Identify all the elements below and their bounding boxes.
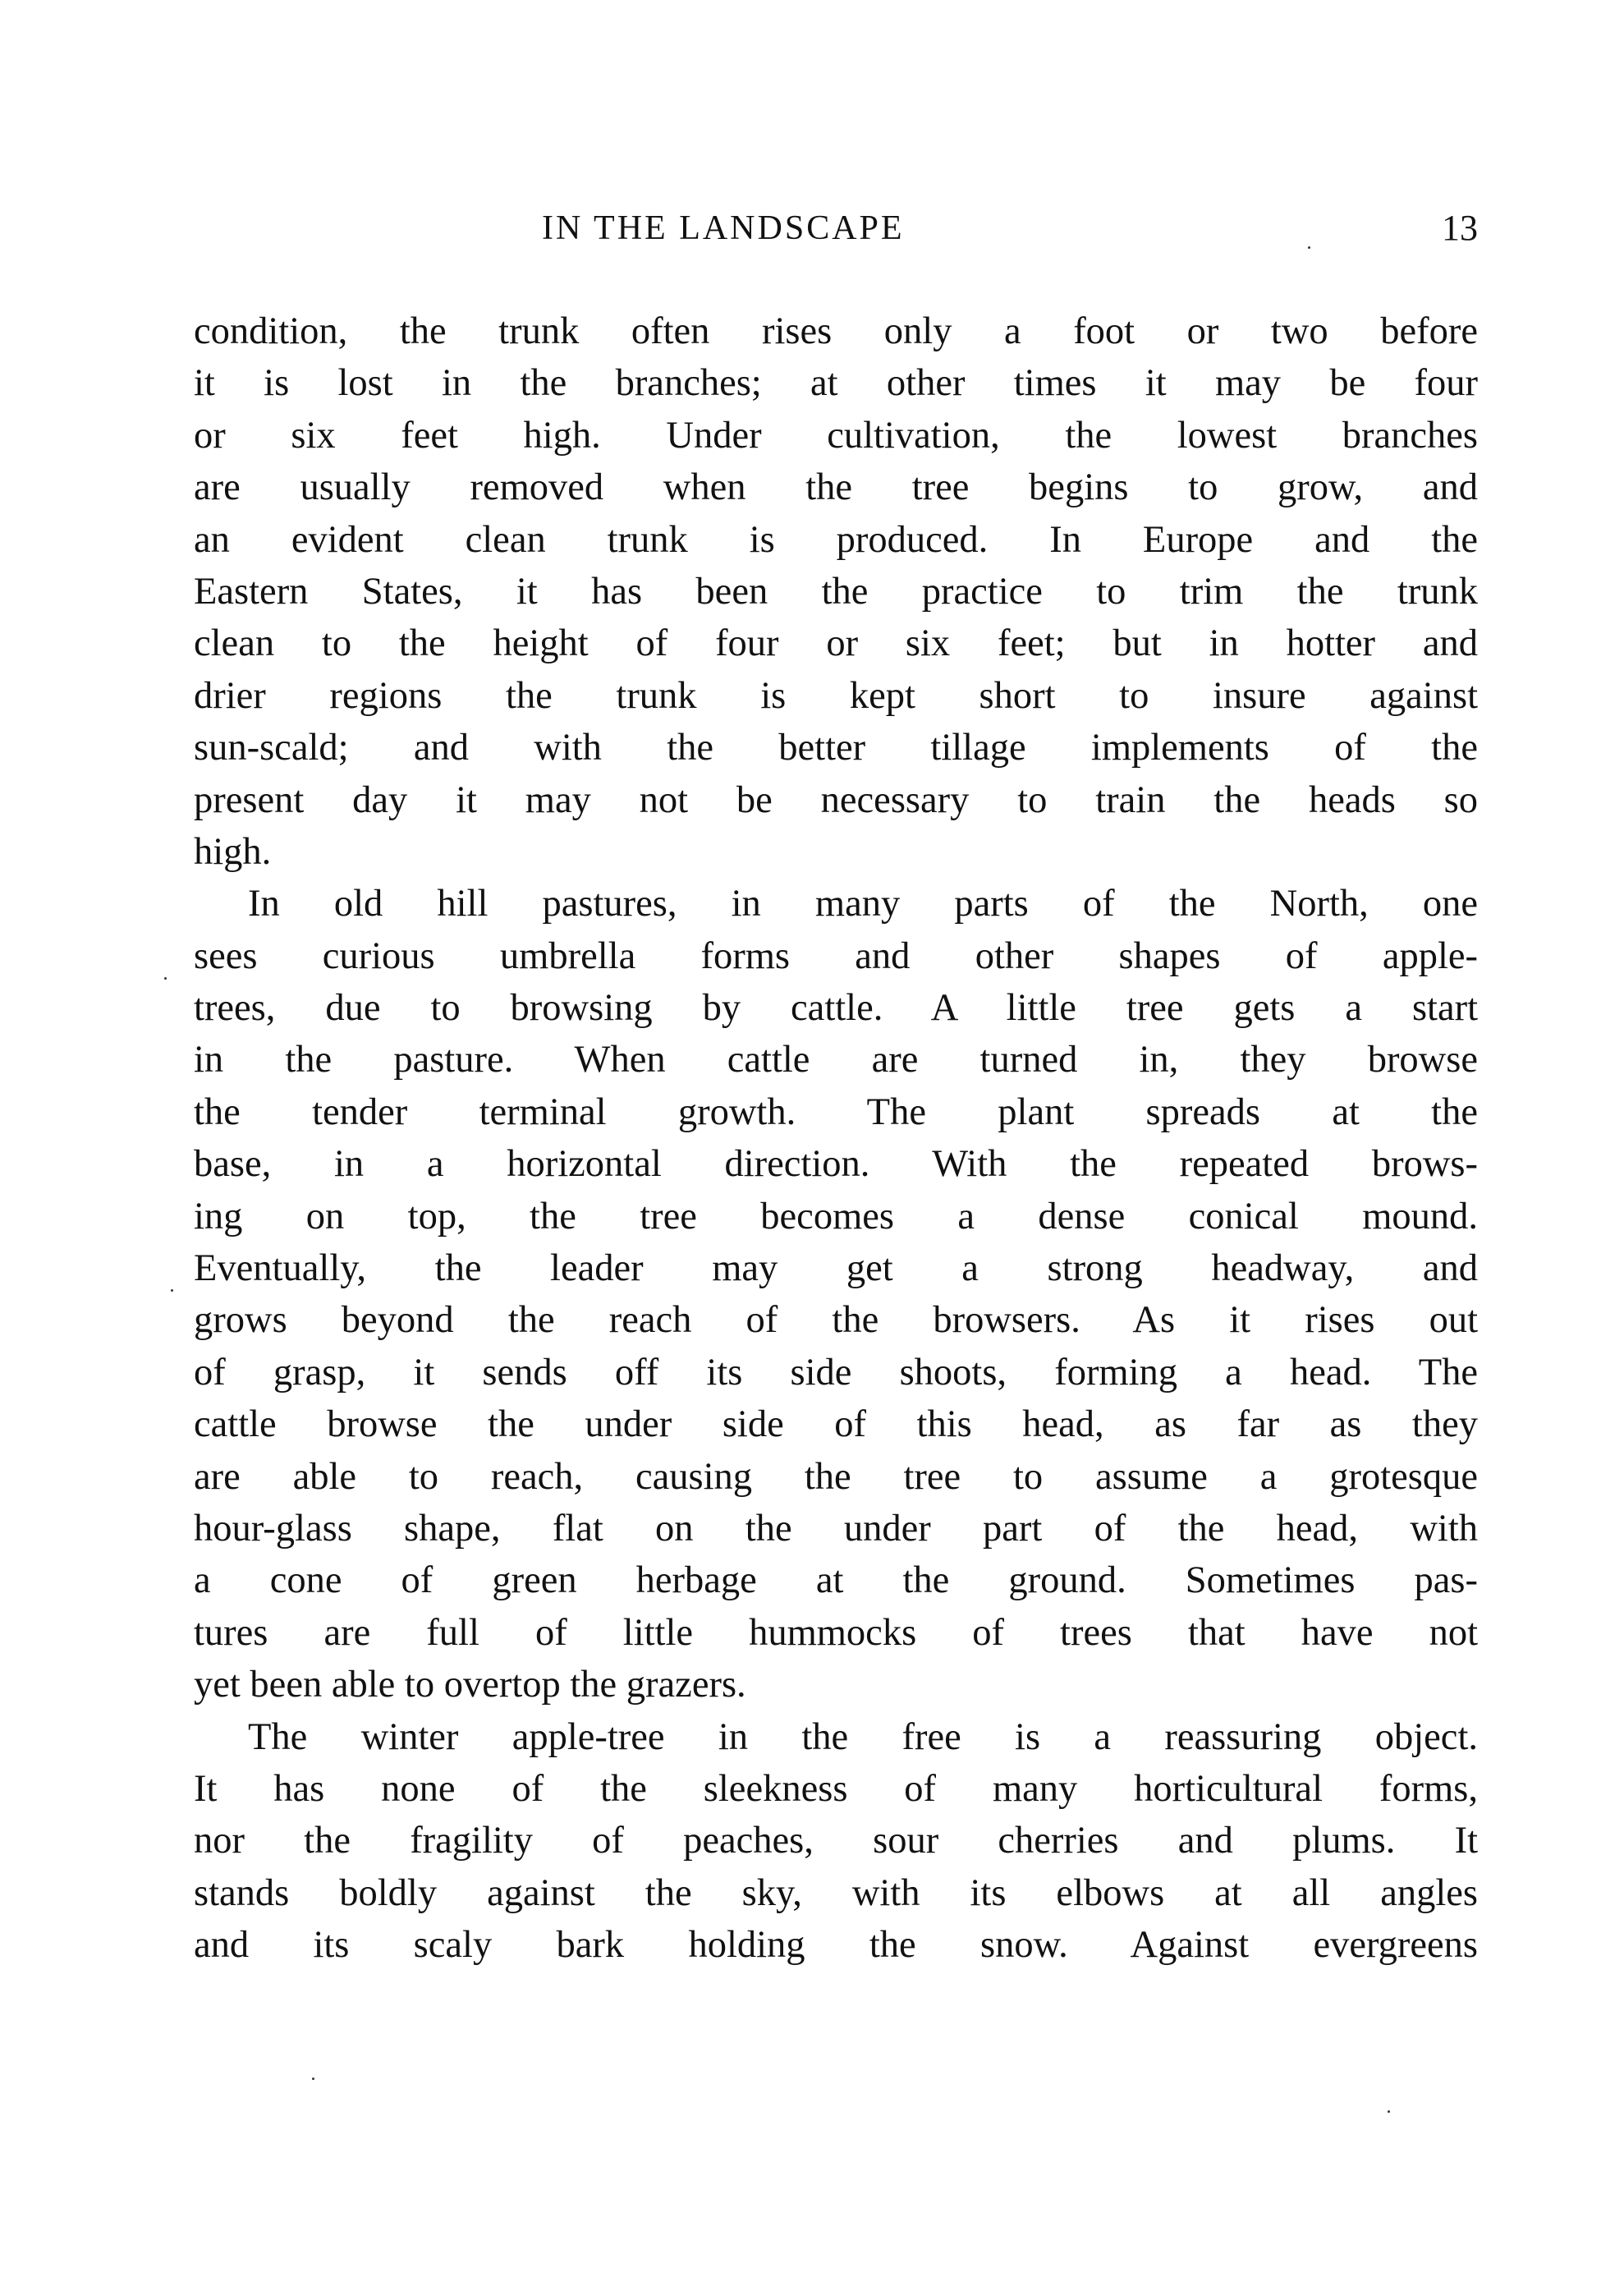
text-line: tures are full of little hummocks of trees that have not bbox=[194, 1611, 1478, 1654]
text-line: clean to the height of four or six feet; but in hotter and bbox=[194, 622, 1478, 665]
text-line: ing on top, the tree becomes a dense conical mound. bbox=[194, 1195, 1478, 1237]
text-line: an evident clean trunk is produced. In Europe and the bbox=[194, 518, 1478, 561]
text-line: of grasp, it sends off its side shoots, forming a head. The bbox=[194, 1351, 1478, 1394]
running-head: IN THE LANDSCAPE bbox=[542, 209, 905, 247]
scan-speck bbox=[1308, 246, 1310, 249]
text-line: grows beyond the reach of the browsers. As it rises out bbox=[194, 1299, 1478, 1342]
text-line: In old hill pastures, in many parts of the North, one bbox=[248, 883, 1478, 925]
text-line: Eventually, the leader may get a strong headway, and bbox=[194, 1247, 1478, 1290]
text-line: stands boldly against the sky, with its elbows at all angles bbox=[194, 1871, 1478, 1914]
text-line: sees curious umbrella forms and other shapes of apple- bbox=[194, 934, 1478, 977]
scan-speck bbox=[171, 1289, 173, 1292]
text-line: The winter apple-tree in the free is a reassuring object. bbox=[248, 1715, 1478, 1758]
text-line: a cone of green herbage at the ground. Sometimes pas- bbox=[194, 1559, 1478, 1602]
body-text bbox=[194, 305, 1478, 1972]
text-line: It has none of the sleekness of many horticultural forms, bbox=[194, 1767, 1478, 1810]
text-line: present day it may not be necessary to train the heads so bbox=[194, 778, 1478, 821]
text-line: are able to reach, causing the tree to assume a grotesque bbox=[194, 1455, 1478, 1498]
text-line: condition, the trunk often rises only a foot or two before bbox=[194, 310, 1478, 352]
text-line: base, in a horizontal direction. With the repeated brows- bbox=[194, 1143, 1478, 1186]
scan-speck bbox=[1388, 2110, 1390, 2113]
text-line: trees, due to browsing by cattle. A little tree gets a start bbox=[194, 987, 1478, 1030]
scan-speck bbox=[164, 977, 167, 980]
text-line: sun-scald; and with the better tillage implements of the bbox=[194, 727, 1478, 769]
text-line: yet been able to overtop the grazers. bbox=[194, 1664, 746, 1706]
text-line: the tender terminal growth. The plant spreads at the bbox=[194, 1090, 1478, 1133]
text-line: and its scaly bark holding the snow. Against evergreens bbox=[194, 1924, 1478, 1967]
text-line: cattle browse the under side of this head, as far as they bbox=[194, 1403, 1478, 1446]
text-line: in the pasture. When cattle are turned in, they browse bbox=[194, 1039, 1478, 1081]
page-header bbox=[542, 204, 1478, 253]
text-line: or six feet high. Under cultivation, the lowest branches bbox=[194, 414, 1478, 457]
paragraph-3 bbox=[194, 1711, 1478, 1972]
paragraph-2 bbox=[194, 878, 1478, 1710]
scan-speck bbox=[312, 2078, 314, 2080]
page-number: 13 bbox=[1442, 208, 1478, 248]
text-line: are usually removed when the tree begins to grow, and bbox=[194, 466, 1478, 509]
text-line: nor the fragility of peaches, sour cherries and plums. It bbox=[194, 1820, 1478, 1862]
text-line: it is lost in the branches; at other times it may be four bbox=[194, 362, 1478, 405]
text-line: Eastern States, it has been the practice to trim the trunk bbox=[194, 570, 1478, 613]
text-line: high. bbox=[194, 830, 272, 873]
text-line: drier regions the trunk is kept short to insure against bbox=[194, 674, 1478, 717]
paragraph-1 bbox=[194, 305, 1478, 878]
text-line: hour-glass shape, flat on the under part of the head, with bbox=[194, 1507, 1478, 1550]
